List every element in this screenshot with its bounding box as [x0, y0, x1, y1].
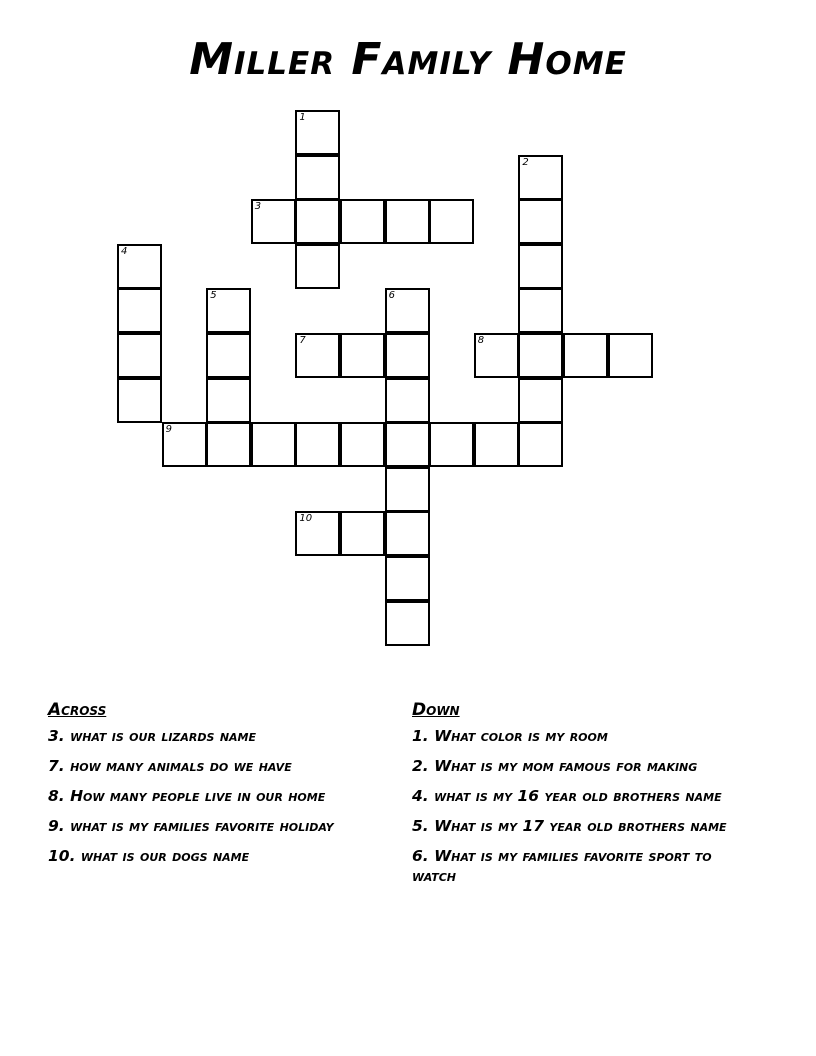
grid-cell[interactable] — [340, 333, 385, 378]
grid-cell[interactable] — [385, 467, 430, 512]
down-clue-1: 1. What color is my room — [412, 727, 608, 745]
grid-cell[interactable] — [385, 199, 430, 244]
grid-cell[interactable] — [117, 333, 162, 378]
grid-cell[interactable] — [385, 511, 430, 556]
grid-cell[interactable] — [117, 244, 162, 289]
clue-number: 10 — [299, 513, 313, 525]
grid-cell[interactable] — [295, 199, 340, 244]
grid-cell[interactable] — [385, 378, 430, 423]
grid-cell[interactable] — [206, 422, 251, 467]
grid-cell[interactable] — [340, 511, 385, 556]
grid-cell[interactable] — [385, 288, 430, 333]
grid-cell[interactable] — [295, 155, 340, 200]
down-clues — [412, 700, 752, 896]
grid-cell[interactable] — [295, 333, 340, 378]
clue-number: 1 — [299, 112, 306, 123]
grid-cell[interactable] — [251, 199, 296, 244]
grid-cell[interactable] — [206, 288, 251, 333]
clue-number: 7 — [299, 335, 306, 346]
grid-cell[interactable] — [474, 333, 519, 378]
grid-cell[interactable] — [340, 199, 385, 244]
grid-cell[interactable] — [385, 422, 430, 467]
clue-number: 2 — [522, 156, 529, 168]
grid-cell[interactable] — [429, 199, 474, 244]
grid-cell[interactable] — [117, 378, 162, 423]
grid-cell[interactable] — [385, 556, 430, 601]
across-clue-3: 3. what is our lizards name — [48, 727, 257, 745]
grid-cell[interactable] — [563, 333, 608, 378]
grid-cell[interactable] — [206, 378, 251, 423]
grid-cell[interactable] — [385, 333, 430, 378]
down-clue-4: 4. what is my 16 year old brothers name — [412, 787, 722, 805]
across-clue-7: 7. how many animals do we have — [48, 757, 292, 775]
grid-cell[interactable] — [518, 422, 563, 467]
grid-cell[interactable] — [518, 333, 563, 378]
clue-number: 6 — [388, 290, 395, 302]
grid-cell[interactable] — [385, 601, 430, 646]
across-clue-10: 10. what is our dogs name — [48, 847, 250, 865]
grid-cell[interactable] — [117, 288, 162, 333]
down-heading: Down — [412, 700, 460, 720]
grid-cell[interactable] — [518, 155, 563, 200]
grid-cell[interactable] — [251, 422, 296, 467]
clue-number: 9 — [165, 424, 172, 436]
grid-cell[interactable] — [518, 378, 563, 423]
grid-cell[interactable] — [295, 110, 340, 155]
grid-cell[interactable] — [518, 199, 563, 244]
clue-number: 4 — [121, 245, 128, 257]
grid-cell[interactable] — [295, 511, 340, 556]
page-title: Miller Family Home — [189, 34, 627, 85]
clue-number: 8 — [477, 335, 485, 346]
grid-cell[interactable] — [518, 288, 563, 333]
across-heading: Across — [48, 700, 107, 720]
grid-cell[interactable] — [518, 244, 563, 289]
grid-cell[interactable] — [429, 422, 474, 467]
grid-cell[interactable] — [295, 422, 340, 467]
clue-number: 3 — [254, 201, 262, 213]
grid-cell[interactable] — [608, 333, 653, 378]
across-clue-8: 8. How many people live in our home — [48, 787, 326, 805]
across-clues — [48, 700, 388, 876]
grid-cell[interactable] — [162, 422, 207, 467]
across-clue-9: 9. what is my families favorite holiday — [48, 817, 334, 835]
grid-cell[interactable] — [340, 422, 385, 467]
grid-cell[interactable] — [206, 333, 251, 378]
grid-cell[interactable] — [295, 244, 340, 289]
clue-number: 5 — [210, 290, 217, 302]
down-clue-2: 2. What is my mom famous for making — [412, 757, 698, 775]
grid-cell[interactable] — [474, 422, 519, 467]
down-clue-5: 5. What is my 17 year old brothers name — [412, 817, 727, 835]
down-clue-6: 6. What is my families favorite sport to watch — [412, 847, 712, 885]
